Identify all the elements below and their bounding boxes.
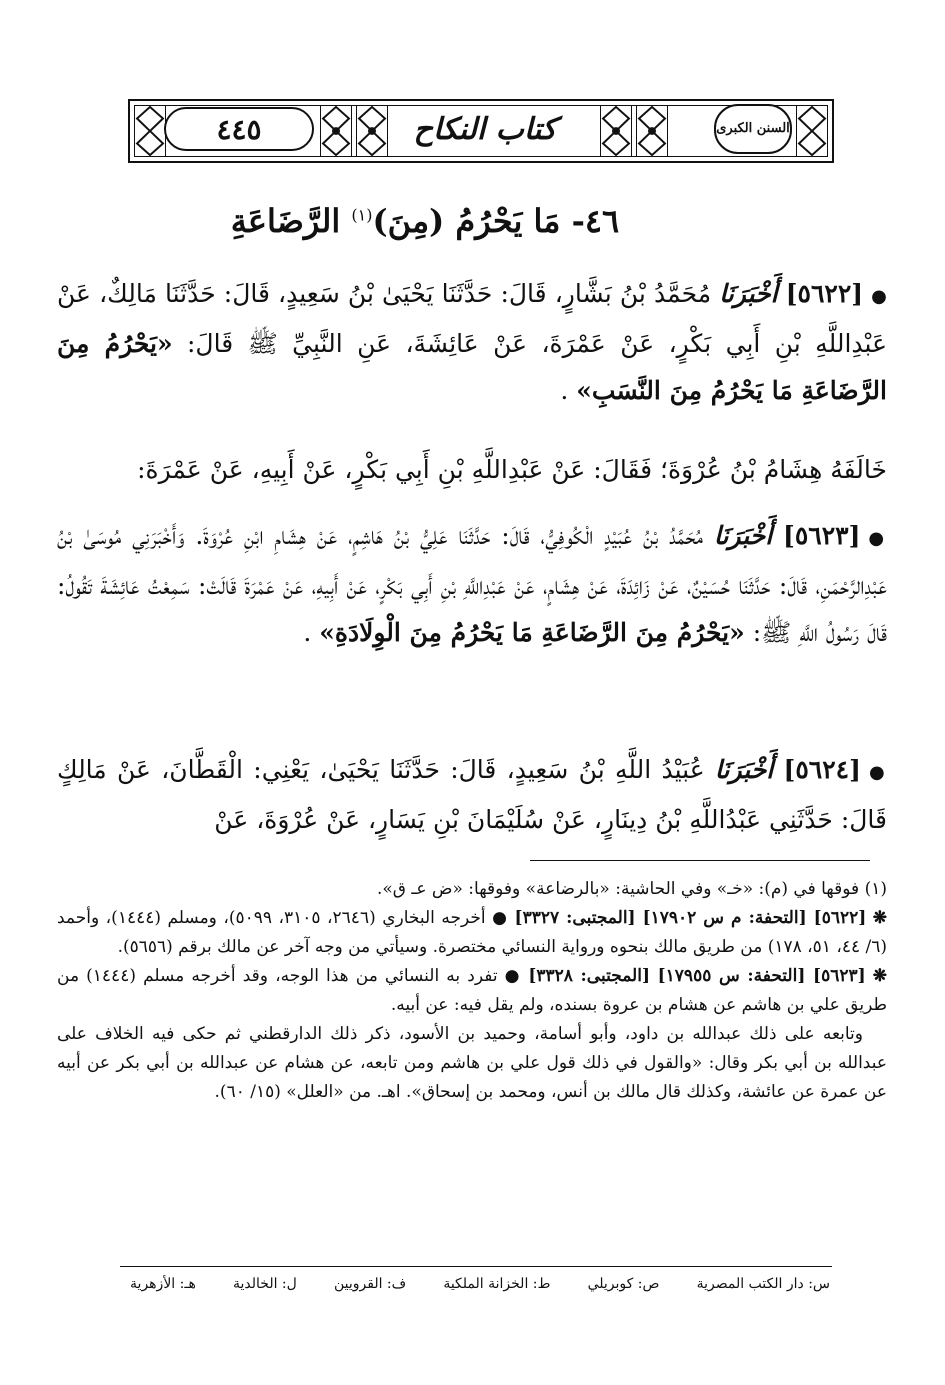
hadith-number: [٥٦٢٤] [783,755,861,784]
akhbarana-word: أَخْبَرَنَا [719,279,778,308]
bullet-icon: ● [868,762,887,783]
takhrij-text: ● أخرجه البخاري (٢٦٤٦، ٣١٠٥، ٥٠٩٩)، ومسلم (١٤٤٤)، وأحمد (٦/ ٤٤، ٥١، ١٧٨) من طريق مالك بنحوه ورواية النسائي مختصرة. وسيأتي من وجه آخر عن مالك برقم (٥٦٥٦). [57,908,887,957]
ornament-icon [320,105,352,157]
hadith-end: . [560,376,577,405]
takhrij-paragraph: وتابعه على ذلك عبدالله بن داود، وأبو أسامة، وحميد بن الأسود، ذكر ذلك الدارقطني ثم حكى فيه الخلاف على عبدالله بن أبي بكر وقال: «والقول في ذلك قول علي بن هاشم ومن تابعه، عن هشام عن عبدالله بن أبي بكر عن أبيه عن عمرة عن عائشة، وكذلك قال مالك بن أنس، ومحمد بن إسحاق». اهـ. من «العلل» (١٥/ ٦٠). [57,1024,887,1102]
matn-text: «يَحْرُمُ مِنَ الرَّضَاعَةِ مَا يَحْرُمُ مِنَ النَّسَبِ» [57,329,887,405]
bullet-icon: ● [868,528,887,549]
page-number: ٤٤٥ [164,107,314,151]
ornament-icon [796,105,828,157]
chapter-title-main: ٤٦- مَا يَحْرُمُ (مِنَ) [372,202,620,240]
manuscript-legend [130,1276,830,1292]
legend-item: ف: القرويين [333,1276,407,1292]
book-title: كتاب النكاح [413,111,557,147]
footnote-1: (١) فوقها في (م): «خـ» وفي الحاشية: «بالرضاعة» وفوقها: «ض عـ ق». [377,879,887,899]
chapter-title-end: الرَّضَاعَةِ [230,202,352,240]
legend-item: ط: الخزانة الملكية [443,1276,551,1292]
takhrij-ref: [٥٦٢٢] [التحفة: م س ١٧٩٠٢] [المجتبى: ٣٣٢٧] [514,908,867,928]
matn-text: «يَحْرُمُ مِنَ الرَّضَاعَةِ مَا يَحْرُمُ مِنَ الْوِلَادَةِ» [319,618,745,647]
legend-item: ل: الخالدية [233,1276,297,1292]
legend-item: س: دار الكتب المصرية [696,1276,830,1292]
footnotes [57,875,887,1107]
seal-text: السنن الكبرى [716,121,790,136]
takhrij-ref: [٥٦٢٣] [التحفة: س ١٧٩٥٥] [المجتبى: ٣٣٢٨] [528,966,866,986]
hadith-number: [٥٦٢٢] [785,279,864,308]
takhrij-text: ● تفرد به النسائي من هذا الوجه، وقد أخرجه مسلم (١٤٤٤) من طريق علي بن هاشم عن هشام بن عروة بسنده، ولم يقل فيه: عن أبيه. [57,966,887,1015]
takhrij-5623 [57,962,887,1020]
isnad-text: مُحَمَّدُ بْنُ بَشَّارٍ، قَالَ: حَدَّثَنَا يَحْيَىٰ بْنُ سَعِيدٍ، قَالَ: حَدَّثَنَا مَالِكٌ، عَنْ عَبْدِاللَّهِ بْنِ أَبِي بَكْرٍ، عَنْ عَمْرَةَ، عَنْ عَائِشَةَ، عَنِ النَّبِيِّ ﷺ قَالَ: [57,279,887,358]
ornament-icon [600,105,632,157]
chapter-title [200,202,650,240]
page-header [128,99,834,163]
isnad-text: عُبَيْدُ اللَّهِ بْنُ سَعِيدٍ، قَالَ: حَدَّثَنَا يَحْيَىٰ، يَعْنِي: الْقَطَّانَ، عَنْ مَالِكٍ قَالَ: حَدَّثَنِي عَبْدُاللَّهِ بْنُ دِينَارٍ، عَنْ سُلَيْمَانَ بْنِ يَسَارٍ، عَنْ عُرْوَةَ، عَنْ [57,755,887,834]
footnote-separator [530,860,870,861]
legend-item: ص: كوبريلي [587,1276,660,1292]
akhbarana-word: أَخْبَرَنَا [714,755,774,784]
akhbarana-word: أَخْبَرَنَا [713,521,773,550]
legend-item: هـ: الأزهرية [130,1276,196,1292]
note-line [57,446,887,493]
hadith-block [57,270,887,414]
legend-separator [120,1266,832,1267]
star-icon: ❋ [872,966,888,986]
isnad-text: مُحَمَّدُ بْنُ عُبَيْدٍ الْكُوفِيُّ، قَالَ: حَدَّثَنَا عَلِيُّ بْنُ هَاشِمٍ، عَنْ هِشَامِ ابْنِ عُرْوَةَ. وَأَخْبَرَنِي مُوسَىٰ بْنُ عَبْدِالرَّحْمَنِ، قَالَ: حَدَّثَنَا حُسَيْنٌ، عَنْ زَائِدَةَ، عَنْ هِشَامٍ، عَنْ عَبْدِاللَّهِ بْنِ أَبِي بَكْرٍ، عَنْ أَبِيهِ، عَنْ عَمْرَةَ قَالَتْ: سَمِعْتُ عَائِشَةَ تَقُولُ: قَالَ رَسُولُ اللَّهِ ﷺ: [57,521,887,647]
hadith-end: . [303,618,320,647]
ornament-icon [636,105,668,157]
star-icon: ❋ [872,908,888,928]
bullet-icon: ● [871,286,887,307]
hadith-block [57,746,887,843]
footnote-ref: (١) [351,205,373,225]
note-text: خَالَفَهُ هِشَامُ بْنُ عُرْوَةَ؛ فَقَالَ: عَنْ عَبْدِاللَّهِ بْنِ أَبِي بَكْرٍ، عَنْ أَبِيهِ، عَنْ عَمْرَةَ: [137,455,887,484]
takhrij-5622 [57,904,887,962]
seal-logo [714,104,792,154]
hadith-block [57,512,887,656]
hadith-number: [٥٦٢٣] [783,521,861,550]
ornament-icon [134,105,166,157]
ornament-icon [356,105,388,157]
